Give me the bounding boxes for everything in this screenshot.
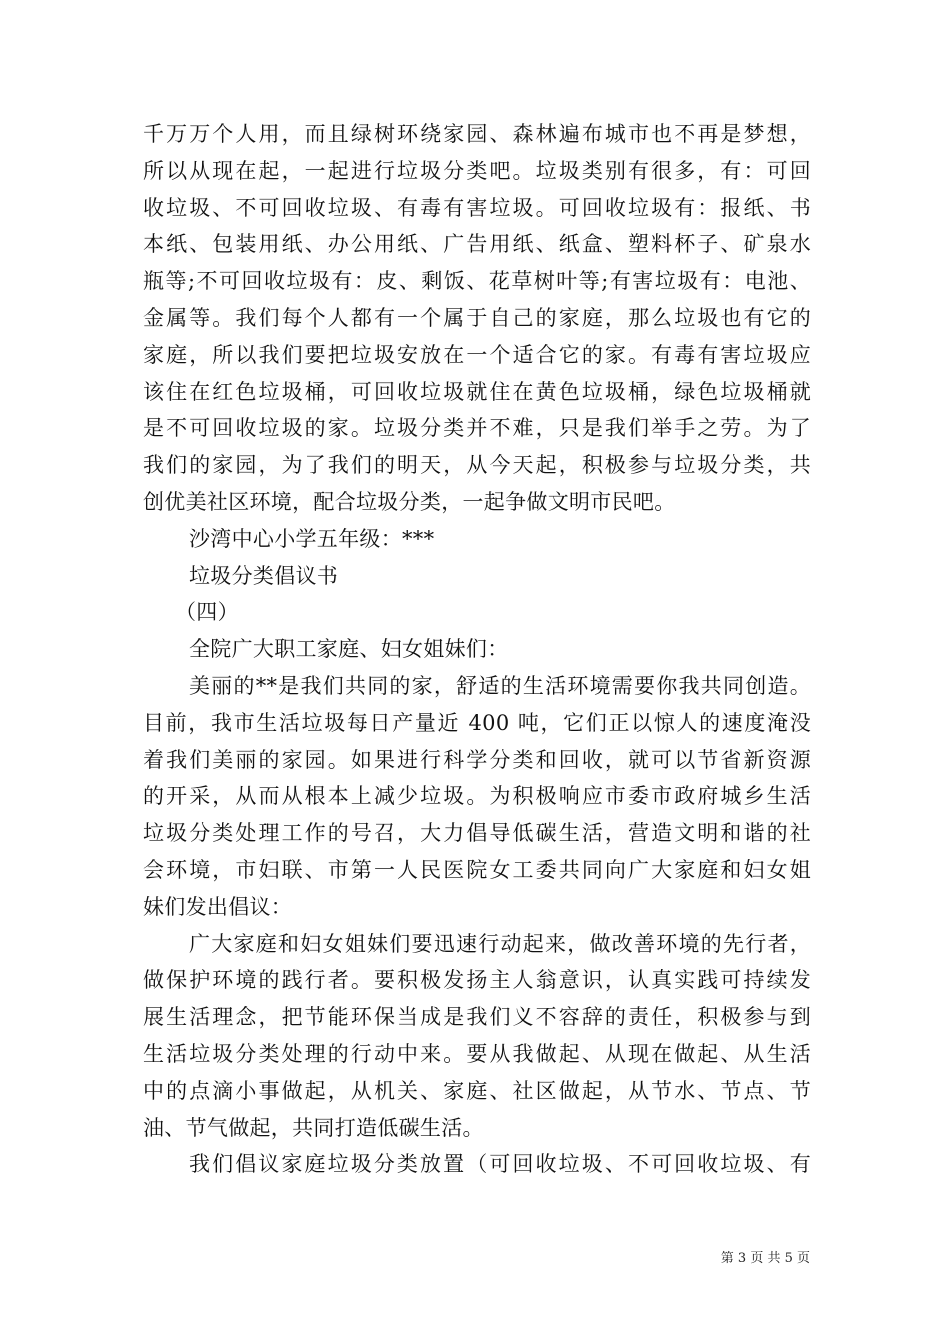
signature-line: 沙湾中心小学五年级：*** — [189, 526, 435, 551]
text-line: 创优美社区环境，配合垃圾分类，一起争做文明市民吧。 — [143, 489, 676, 514]
page-number: 第 3 页 共 5 页 — [720, 1251, 810, 1266]
text-line: 着我们美丽的家园。如果进行科学分类和回收，就可以节省新资源 — [143, 747, 811, 772]
text-line: 金属等。我们每个人都有一个属于自己的家庭，那么垃圾也有它的 — [143, 305, 811, 330]
text-line: 本纸、包装用纸、办公用纸、广告用纸、纸盒、塑料杯子、矿泉水 — [143, 232, 811, 257]
text-line: 的开采，从而从根本上减少垃圾。为积极响应市委市政府城乡生活 — [143, 784, 811, 809]
text-line: 所以从现在起，一起进行垃圾分类吧。垃圾类别有很多，有：可回 — [143, 158, 811, 183]
text-line: 中的点滴小事做起，从机关、家庭、社区做起，从节水、节点、节 — [143, 1078, 811, 1103]
text-line: 家庭，所以我们要把垃圾安放在一个适合它的家。有毒有害垃圾应 — [143, 342, 811, 367]
body-text — [143, 116, 811, 1183]
section-title: 垃圾分类倡议书 — [189, 563, 339, 588]
text-line: 生活垃圾分类处理的行动中来。要从我做起、从现在做起、从生活 — [143, 1041, 811, 1066]
text-line: 展生活理念，把节能环保当成是我们义不容辞的责任，积极参与到 — [143, 1005, 811, 1030]
text-line: 美丽的**是我们共同的家，舒适的生活环境需要你我共同创造。 — [189, 673, 811, 698]
salutation: 全院广大职工家庭、妇女姐妹们： — [189, 637, 509, 662]
text-line: 瓶等;不可回收垃圾有：皮、剩饭、花草树叶等;有害垃圾有：电池、 — [143, 269, 811, 294]
text-line: 我们倡议家庭垃圾分类放置（可回收垃圾、不可回收垃圾、有 — [189, 1152, 811, 1177]
text-line: 妹们发出倡议： — [143, 894, 293, 919]
text-line: 目前，我市生活垃圾每日产量近 400 吨，它们正以惊人的速度淹没 — [143, 710, 811, 735]
section-number: （四） — [175, 600, 239, 625]
text-line: 广大家庭和妇女姐妹们要迅速行动起来，做改善环境的先行者， — [189, 931, 811, 956]
text-line: 我们的家园，为了我们的明天，从今天起，积极参与垃圾分类，共 — [143, 453, 811, 478]
text-line: 千万万个人用，而且绿树环绕家园、森林遍布城市也不再是梦想， — [143, 122, 811, 146]
text-line: 收垃圾、不可回收垃圾、有毒有害垃圾。可回收垃圾有：报纸、书 — [143, 195, 811, 220]
text-line: 是不可回收垃圾的家。垃圾分类并不难，只是我们举手之劳。为了 — [143, 416, 811, 441]
text-line: 垃圾分类处理工作的号召，大力倡导低碳生活，营造文明和谐的社 — [143, 821, 811, 846]
text-line: 做保护环境的践行者。要积极发扬主人翁意识，认真实践可持续发 — [143, 968, 811, 993]
text-line: 该住在红色垃圾桶，可回收垃圾就住在黄色垃圾桶，绿色垃圾桶就 — [143, 379, 811, 404]
text-line: 油、节气做起，共同打造低碳生活。 — [143, 1115, 484, 1140]
text-line: 会环境，市妇联、市第一人民医院女工委共同向广大家庭和妇女姐 — [143, 857, 811, 882]
